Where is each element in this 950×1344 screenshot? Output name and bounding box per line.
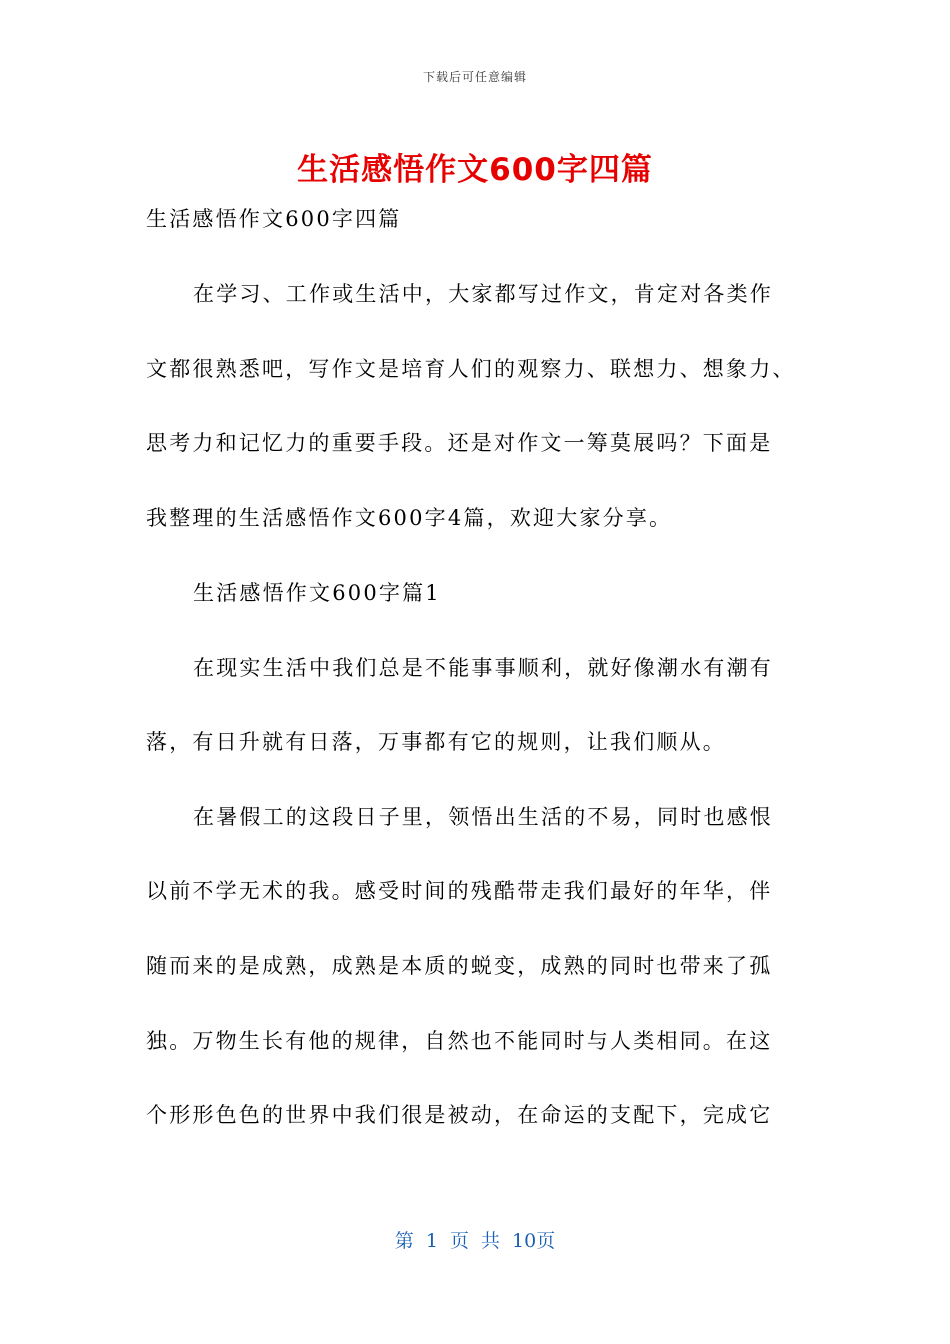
- body-line: 文都很熟悉吧，写作文是培育人们的观察力、联想力、想象力、: [146, 357, 796, 381]
- page-footer: 第 1 页 共 10页: [394, 1230, 556, 1252]
- body-line: 落，有日升就有日落，万事都有它的规则，让我们顺从。: [146, 730, 726, 754]
- body-line: 独。万物生长有他的规律，自然也不能同时与人类相同。在这: [146, 1029, 773, 1053]
- body-line: 个形形色色的世界中我们很是被动，在命运的支配下，完成它: [146, 1103, 773, 1127]
- body-line: 在现实生活中我们总是不能事事顺利，就好像潮水有潮有: [193, 656, 773, 680]
- subtitle-line: 生活感悟作文600字四篇: [146, 207, 402, 231]
- header-note: 下载后可任意编辑: [422, 70, 527, 84]
- body-line: 在暑假工的这段日子里，领悟出生活的不易，同时也感恨: [193, 805, 773, 829]
- section-heading: 生活感悟作文600字篇1: [193, 581, 441, 605]
- body-line: 在学习、工作或生活中，大家都写过作文，肯定对各类作: [193, 282, 773, 306]
- body-line: 随而来的是成熟，成熟是本质的蜕变，成熟的同时也带来了孤: [146, 954, 773, 978]
- body-line: 我整理的生活感悟作文600字4篇，欢迎大家分享。: [146, 506, 673, 530]
- body-line: 思考力和记忆力的重要手段。还是对作文一筹莫展吗？下面是: [146, 431, 773, 455]
- body-line: 以前不学无术的我。感受时间的残酷带走我们最好的年华，伴: [146, 879, 773, 903]
- document-title: 生活感悟作文600字四篇: [297, 152, 653, 188]
